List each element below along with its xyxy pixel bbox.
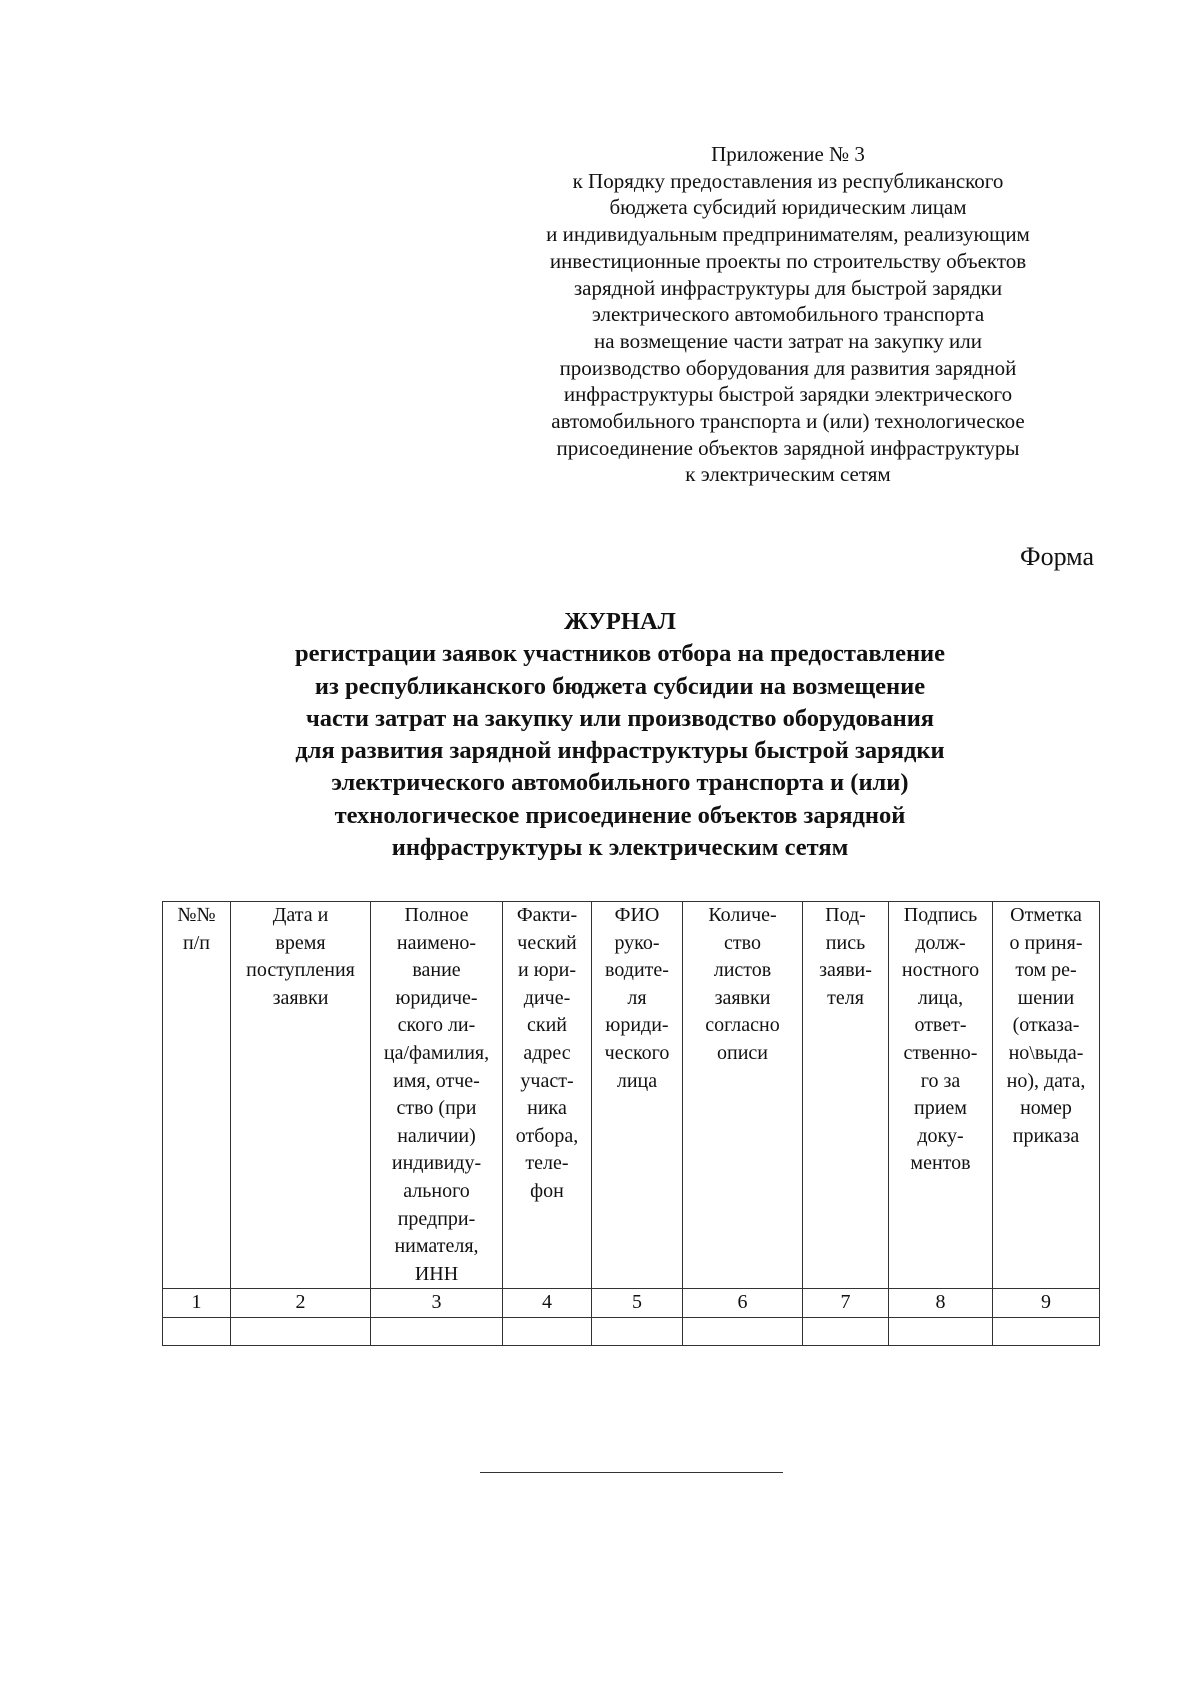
appendix-block bbox=[508, 141, 1068, 488]
table-header-text: шении bbox=[1017, 986, 1075, 1009]
table-header-text: ника bbox=[527, 1097, 567, 1120]
table-header-text: но\выда- bbox=[1008, 1041, 1084, 1064]
table-header-text: ностного bbox=[901, 959, 980, 982]
appendix-line: производство оборудования для развития зарядной bbox=[559, 355, 1017, 380]
column-number-cell: 8 bbox=[889, 1289, 993, 1318]
table-header-text: ского ли- bbox=[397, 1014, 476, 1037]
column-number-cell: 9 bbox=[993, 1289, 1100, 1318]
table-row bbox=[163, 1317, 1100, 1345]
appendix-line: на возмещение части затрат на закупку или bbox=[594, 328, 982, 353]
form-label: Форма bbox=[1020, 542, 1094, 571]
table-header-text: лица, bbox=[917, 986, 964, 1009]
column-number-cell: 2 bbox=[231, 1289, 371, 1318]
table-column-numbers-row bbox=[163, 1289, 1100, 1318]
journal-title-line: части затрат на закупку или производство оборудования bbox=[305, 704, 935, 732]
table-header-text: заявки bbox=[272, 986, 329, 1009]
column-number-cell: 5 bbox=[592, 1289, 683, 1318]
appendix-line: автомобильного транспорта и (или) технологическое bbox=[551, 409, 1025, 434]
table-header-text: Полное bbox=[404, 904, 469, 926]
table-cell bbox=[503, 1317, 592, 1345]
table-header-text: но), дата, bbox=[1006, 1069, 1086, 1092]
journal-title-line: инфраструктуры к электрическим сетям bbox=[391, 834, 849, 862]
table-header-text: и юри- bbox=[517, 959, 576, 982]
table-cell bbox=[683, 1317, 803, 1345]
table-cell bbox=[231, 1317, 371, 1345]
table-header-text: ца/фамилия, bbox=[383, 1041, 490, 1064]
table-header-text: о приня- bbox=[1009, 931, 1083, 954]
table-header-text: заяви- bbox=[819, 959, 872, 982]
table-header-text: руко- bbox=[614, 931, 660, 954]
appendix-line: и индивидуальным предпринимателям, реализующим bbox=[546, 222, 1030, 247]
table-header-text: номер bbox=[1020, 1097, 1072, 1120]
table-header-cell bbox=[993, 902, 1100, 1289]
table-header-text: ческого bbox=[604, 1041, 670, 1064]
table-header-text: Факти- bbox=[516, 904, 578, 926]
journal-title-line: из республиканского бюджета субсидии на возмещение bbox=[314, 672, 926, 700]
appendix-line: инфраструктуры быстрой зарядки электрического bbox=[563, 382, 1013, 407]
table-header-text: согласно bbox=[705, 1014, 780, 1037]
table-header-text: прием bbox=[914, 1097, 967, 1120]
journal-title-line: регистрации заявок участников отбора на предоставление bbox=[294, 640, 946, 668]
table-header-text: ментов bbox=[910, 1152, 971, 1175]
table-header-cell bbox=[592, 902, 683, 1289]
table-header-text: ля bbox=[627, 986, 647, 1009]
journal-title-line: технологическое присоединение объектов зарядной bbox=[334, 801, 906, 829]
table-header-text: ство bbox=[724, 931, 761, 954]
table-header-text: фон bbox=[530, 1179, 564, 1202]
table-header-cell bbox=[231, 902, 371, 1289]
appendix-line: электрического автомобильного транспорта bbox=[591, 302, 985, 327]
table-header-text: ство (при bbox=[396, 1097, 477, 1120]
table-cell bbox=[889, 1317, 993, 1345]
journal-title bbox=[160, 606, 1080, 864]
table-header-text: отбора, bbox=[515, 1124, 579, 1147]
table-cell bbox=[592, 1317, 683, 1345]
table-header-text: п/п bbox=[183, 931, 210, 954]
appendix-line: к электрическим сетям bbox=[685, 462, 891, 487]
journal-title-heading: ЖУРНАЛ bbox=[564, 608, 676, 635]
table-header-row bbox=[163, 902, 1100, 1289]
table-header-text: юридиче- bbox=[395, 986, 478, 1009]
table-header-cell bbox=[889, 902, 993, 1289]
column-number-cell: 6 bbox=[683, 1289, 803, 1318]
table-header-text: водите- bbox=[605, 959, 669, 982]
table-header-text: приказа bbox=[1012, 1124, 1080, 1147]
table-header-text: лица bbox=[616, 1069, 658, 1092]
table-header-text: ФИО bbox=[614, 904, 660, 926]
table-header-text: наличии) bbox=[397, 1124, 476, 1147]
table-cell bbox=[163, 1317, 231, 1345]
table-header-cell bbox=[371, 902, 503, 1289]
appendix-line: присоединение объектов зарядной инфраструктуры bbox=[556, 435, 1020, 460]
table-header-text: ственно- bbox=[903, 1041, 978, 1064]
table-header-text: наимено- bbox=[396, 931, 477, 954]
table-header-text: вание bbox=[412, 959, 461, 982]
table-header-text: юриди- bbox=[605, 1014, 669, 1037]
table-cell bbox=[993, 1317, 1100, 1345]
footer-divider bbox=[480, 1472, 783, 1473]
table-header-text: (отказа- bbox=[1012, 1014, 1080, 1037]
column-number-cell: 7 bbox=[803, 1289, 889, 1318]
appendix-line: к Порядку предоставления из республиканского bbox=[572, 168, 1004, 193]
table-header-text: доку- bbox=[917, 1124, 964, 1147]
table-header-text: долж- bbox=[915, 931, 966, 954]
journal-title-line: для развития зарядной инфраструктуры быстрой зарядки bbox=[295, 737, 945, 765]
table-header-text: Количе- bbox=[708, 904, 777, 926]
table-header-text: ИНН bbox=[414, 1262, 459, 1285]
table-header-text: адрес bbox=[523, 1041, 571, 1064]
table-header-text: Отметка bbox=[1010, 904, 1082, 926]
table-header-text: предпри- bbox=[397, 1207, 476, 1230]
table-header-text: №№ bbox=[177, 904, 216, 926]
table-header-text: Под- bbox=[825, 904, 866, 926]
table-header-text: время bbox=[275, 931, 326, 954]
table-header-text: ческий bbox=[517, 931, 577, 954]
table-cell bbox=[371, 1317, 503, 1345]
table-header-text: участ- bbox=[520, 1069, 574, 1092]
journal-title-line: электрического автомобильного транспорта и (или) bbox=[331, 769, 909, 797]
appendix-line: зарядной инфраструктуры для быстрой зарядки bbox=[573, 275, 1003, 300]
table-header-text: пись bbox=[825, 931, 866, 954]
table-header-text: описи bbox=[717, 1041, 768, 1064]
table-header-text: диче- bbox=[523, 986, 571, 1009]
table-header-text: ального bbox=[403, 1179, 470, 1202]
table-header-text: теле- bbox=[525, 1152, 569, 1175]
table-header-text: заявки bbox=[714, 986, 771, 1009]
appendix-line: бюджета субсидий юридическим лицам bbox=[609, 195, 967, 220]
appendix-line: инвестиционные проекты по строительству объектов bbox=[549, 248, 1027, 273]
table-header-cell bbox=[503, 902, 592, 1289]
table-header-text: ский bbox=[527, 1014, 567, 1037]
table-header-text: Дата и bbox=[272, 904, 329, 926]
table-cell bbox=[803, 1317, 889, 1345]
appendix-line: Приложение № 3 bbox=[711, 142, 865, 166]
table-header-cell bbox=[163, 902, 231, 1289]
table-header-text: го за bbox=[920, 1069, 961, 1092]
table-header-text: ответ- bbox=[914, 1014, 967, 1037]
table-header-text: теля bbox=[827, 986, 864, 1009]
table-header-text: том ре- bbox=[1015, 959, 1077, 982]
table-header-text: поступления bbox=[246, 959, 355, 982]
table-header-text: имя, отче- bbox=[393, 1069, 480, 1092]
table-header-text: нимателя, bbox=[394, 1235, 479, 1258]
table-header-text: индивиду- bbox=[391, 1152, 482, 1175]
column-number-cell: 1 bbox=[163, 1289, 231, 1318]
column-number-cell: 3 bbox=[371, 1289, 503, 1318]
table-header-cell bbox=[683, 902, 803, 1289]
column-number-cell: 4 bbox=[503, 1289, 592, 1318]
table-header-text: Подпись bbox=[903, 904, 978, 926]
table-header-text: листов bbox=[713, 959, 772, 982]
table-header-cell bbox=[803, 902, 889, 1289]
journal-table bbox=[162, 901, 1100, 1346]
